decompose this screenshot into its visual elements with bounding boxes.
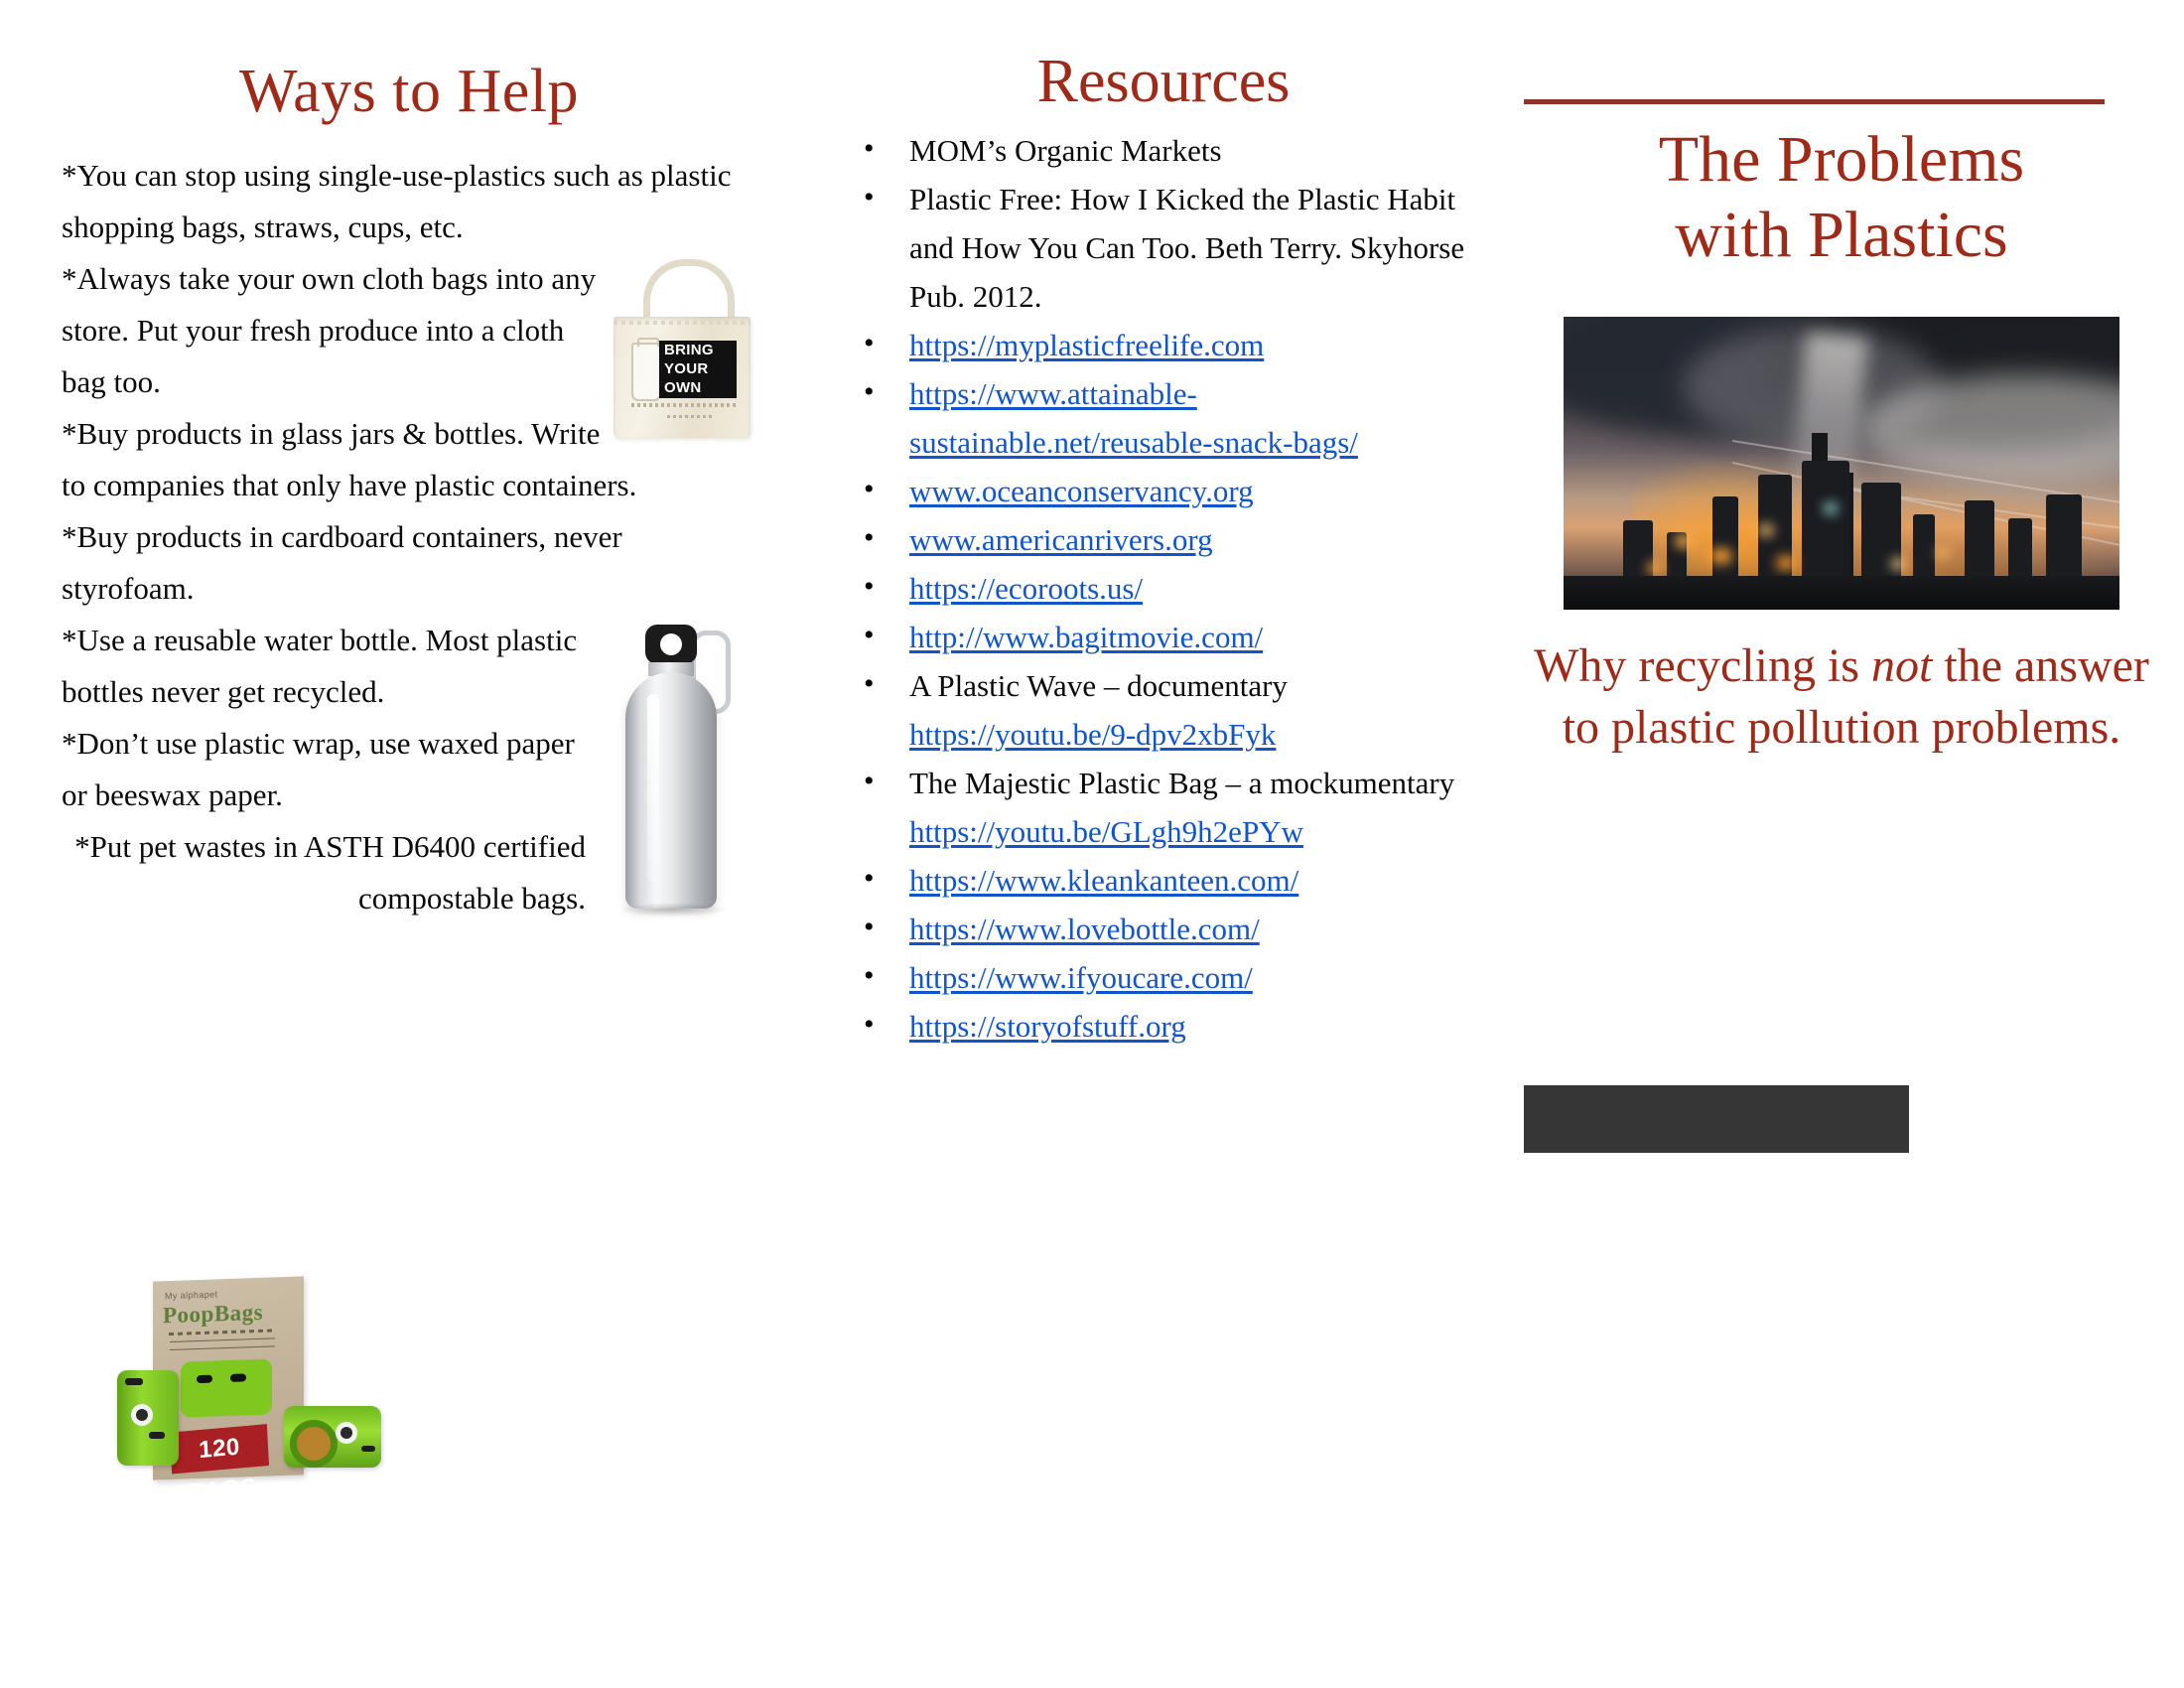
resource-item[interactable]: [856, 467, 1471, 515]
resources-heading: Resources: [1036, 48, 1291, 115]
roll-mark: [361, 1446, 375, 1452]
roll-mark: [149, 1432, 165, 1439]
resource-item[interactable]: [856, 564, 1471, 613]
resource-item[interactable]: [856, 1002, 1471, 1051]
resource-link[interactable]: https://youtu.be/9-dpv2xbFyk: [909, 717, 1277, 753]
resource-text: MOM’s Organic Markets: [909, 133, 1222, 169]
photo-ground: [1564, 576, 2119, 610]
resource-link[interactable]: https://www.lovebottle.com/: [909, 912, 1260, 947]
resource-item: [856, 126, 1471, 175]
resource-link[interactable]: www.americanrivers.org: [909, 522, 1213, 558]
resource-item[interactable]: [856, 905, 1471, 953]
tip-paragraph-6: *Don’t use plastic wrap, use waxed paper or beeswax paper.: [62, 726, 575, 813]
resource-link[interactable]: https://ecoroots.us/: [909, 571, 1144, 607]
resource-item[interactable]: [856, 953, 1471, 1002]
cover-title: [1524, 122, 2159, 273]
roll-mark: [125, 1378, 143, 1385]
resource-link[interactable]: https://www.ifyoucare.com/: [909, 960, 1253, 996]
ways-to-help-body: [62, 150, 756, 924]
resource-link[interactable]: https://www.kleankanteen.com/: [909, 863, 1299, 899]
tip-paragraph-7: *Put pet wastes in ASTH D6400 certified compostable bags.: [74, 829, 586, 916]
tip-paragraph-1: *You can stop using single-use-plastics such as plastic shopping bags, straws, cups, etc.: [62, 158, 732, 245]
refinery-light: [1710, 548, 1732, 564]
resources-column: [856, 50, 1471, 1051]
cloth-tote-bag-photo: [608, 259, 756, 443]
refinery-light: [1758, 524, 1774, 536]
cover-dark-bar: [1524, 1085, 1909, 1153]
tote-fineprint-2: [667, 415, 713, 418]
refinery-light: [1891, 558, 1905, 570]
resources-list: [856, 126, 1471, 1051]
cover-subtitle-part-1: Why recycling is: [1534, 639, 1871, 692]
bottle-shadow: [617, 903, 729, 916]
resource-link[interactable]: https://youtu.be/GLgh9h2ePYw: [909, 814, 1303, 850]
roll-dot-icon: [131, 1404, 153, 1426]
poopbags-description-lines: [169, 1329, 276, 1336]
reusable-steel-water-bottle-photo: [608, 625, 756, 922]
resource-item[interactable]: [856, 613, 1471, 661]
industrial-refinery-pollution-photo: [1564, 317, 2119, 610]
refinery-light: [1776, 556, 1796, 570]
resource-item: [856, 175, 1471, 321]
bottle-highlight: [647, 694, 659, 883]
resource-text: A Plastic Wave – documentary: [909, 668, 1288, 704]
tip-paragraph-5: *Use a reusable water bottle. Most plastic bottles never get recycled.: [62, 623, 578, 710]
poopbags-brand-small: My alphapet: [165, 1289, 218, 1302]
resource-text: Plastic Free: How I Kicked the Plastic Habit and How You Can Too. Beth Terry. Skyhorse Pub. 2012.: [909, 182, 1465, 315]
resource-item[interactable]: [856, 856, 1471, 905]
resource-link[interactable]: https://www.attainable-sustainable.net/reusable-snack-bags/: [909, 376, 1358, 461]
cover-panel: [1524, 99, 2159, 759]
resource-item[interactable]: [856, 321, 1471, 369]
poopbags-brand: PoopBags: [163, 1299, 264, 1329]
cover-top-rule: [1524, 99, 2105, 104]
resource-item[interactable]: [856, 710, 1471, 759]
tote-label-line-3: OWN: [664, 379, 702, 397]
ways-to-help-column: [62, 60, 756, 928]
refinery-light: [1937, 548, 1949, 558]
refinery-light: [1647, 562, 1663, 574]
bottle-body: [625, 672, 717, 909]
resource-item: [856, 661, 1471, 710]
resource-link[interactable]: https://myplasticfreelife.com: [909, 328, 1265, 363]
cover-subtitle-part-2: the answer to plastic pollution problems.: [1562, 639, 2149, 754]
resource-item[interactable]: [856, 369, 1471, 467]
refinery-light: [1824, 502, 1838, 514]
resource-item[interactable]: [856, 807, 1471, 856]
refinery-tower: [1802, 461, 1849, 592]
tip-paragraph-4: *Buy products in cardboard containers, never styrofoam.: [62, 519, 622, 607]
resource-text: The Majestic Plastic Bag – a mockumentary: [909, 766, 1455, 801]
cover-subtitle-emphasis: not: [1870, 639, 1933, 692]
cover-title-line-1: The Problems: [1658, 123, 2025, 196]
cover-title-line-2: with Plastics: [1675, 199, 2008, 271]
resource-link[interactable]: https://storyofstuff.org: [909, 1009, 1186, 1045]
tote-label-line-2: YOUR: [664, 360, 709, 378]
resource-link[interactable]: www.oceanconservancy.org: [909, 474, 1254, 509]
tote-seam: [614, 321, 751, 325]
refinery-light: [1675, 534, 1693, 548]
tote-label-line-1: BRING: [664, 342, 714, 359]
poopbag-roll-left: [117, 1370, 179, 1466]
ways-to-help-heading: Ways to Help: [239, 58, 579, 125]
roll-dot-icon: [336, 1422, 357, 1444]
mason-jar-icon: [631, 343, 661, 401]
tote-label-block: [659, 341, 737, 398]
tip-paragraph-2: *Always take your own cloth bags into any store. Put your fresh produce into a cloth bag too.: [62, 261, 597, 400]
roll-core: [290, 1420, 338, 1468]
resource-link[interactable]: http://www.bagitmovie.com/: [909, 620, 1264, 655]
tip-paragraph-3: *Buy products in glass jars & bottles. Write to companies that only have plastic containers.: [62, 416, 637, 503]
compostable-pet-waste-bags-photo: [117, 1279, 405, 1522]
tote-fineprint: [631, 403, 737, 407]
cover-subtitle: [1524, 635, 2159, 759]
bottle-cap: [645, 625, 697, 664]
poopbags-count-badge: 120 BAGS: [170, 1424, 269, 1474]
resource-item[interactable]: [856, 515, 1471, 564]
resource-item: [856, 759, 1471, 807]
poopbag-roll-right: [284, 1406, 381, 1468]
dog-graphic-icon: [181, 1358, 272, 1417]
